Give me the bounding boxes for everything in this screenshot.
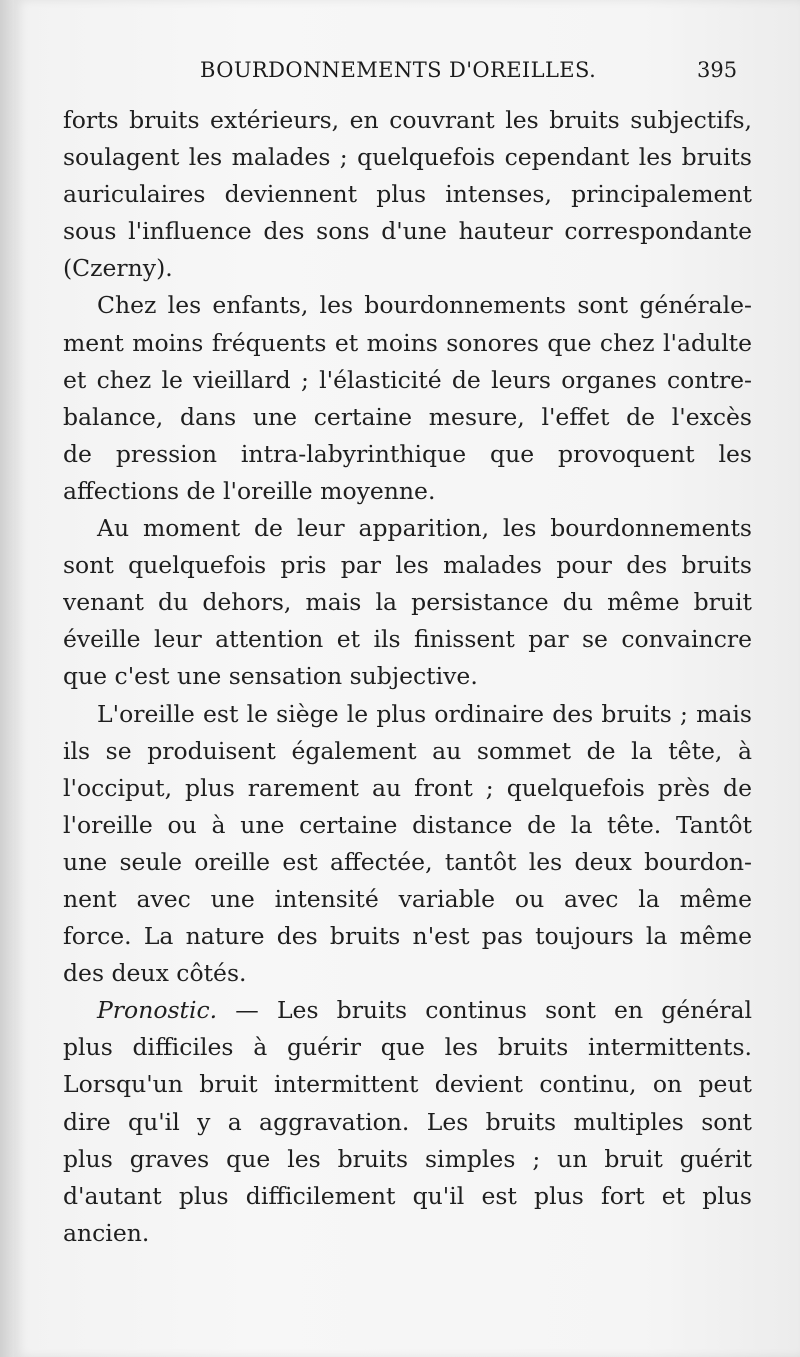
text-line: Chez les enfants, les bourdonnements sont générale- <box>97 291 752 320</box>
text-line: ancien. <box>63 1218 150 1247</box>
section-heading-pronostic: Pronostic. <box>97 996 218 1025</box>
text-line: dire qu'il y a aggravation. Les bruits multiples sont <box>63 1107 752 1136</box>
text-line: Au moment de leur apparition, les bourdonnements <box>97 514 752 543</box>
page-binding-edge <box>0 0 14 1357</box>
text-line: éveille leur attention et ils finissent par se convaincre <box>63 625 752 654</box>
text-line: forts bruits extérieurs, en couvrant les bruits subjectifs, <box>63 106 752 134</box>
text-line: affections de l'oreille moyenne. <box>63 476 436 505</box>
text-line: auriculaires deviennent plus intenses, principalement <box>63 180 752 209</box>
text-line: L'oreille est le siège le plus ordinaire des bruits ; mais <box>97 699 752 728</box>
text-line: sous l'influence des sons d'une hauteur correspondante <box>63 217 752 246</box>
text-line: de pression intra-labyrinthique que provoquent les <box>63 439 752 468</box>
text-fragment: — Les bruits continus sont en général <box>217 996 752 1025</box>
text-line: des deux côtés. <box>63 959 247 988</box>
text-line <box>63 992 752 1029</box>
text-line: que c'est une sensation subjective. <box>63 662 478 691</box>
text-line: nent avec une intensité variable ou avec la même <box>63 884 752 913</box>
body-text <box>63 102 752 1252</box>
text-line: une seule oreille est affectée, tantôt les deux bourdon- <box>63 847 752 876</box>
text-line: ment moins fréquents et moins sonores que chez l'adulte <box>63 328 752 357</box>
text-line: d'autant plus difficilement qu'il est plus fort et plus <box>63 1181 752 1210</box>
page-header <box>0 58 800 92</box>
text-line: force. La nature des bruits n'est pas toujours la même <box>63 922 752 951</box>
text-line: venant du dehors, mais la persistance du même bruit <box>63 588 752 617</box>
text-line: et chez le vieillard ; l'élasticité de leurs organes contre- <box>63 365 752 394</box>
page-number: 395 <box>697 58 738 82</box>
text-line: balance, dans une certaine mesure, l'effet de l'excès <box>63 402 752 431</box>
text-line: ils se produisent également au sommet de la tête, à <box>63 736 752 765</box>
running-title: BOURDONNEMENTS D'OREILLES. <box>200 58 597 82</box>
text-line: (Czerny). <box>63 254 173 283</box>
text-line: plus difficiles à guérir que les bruits intermittents. <box>63 1033 752 1062</box>
text-line: l'occiput, plus rarement au front ; quelquefois près de <box>63 773 752 802</box>
text-line: soulagent les malades ; quelquefois cependant les bruits <box>63 143 752 172</box>
text-line: Lorsqu'un bruit intermittent devient continu, on peut <box>63 1070 752 1099</box>
text-line: sont quelquefois pris par les malades pour des bruits <box>63 551 752 580</box>
text-line: plus graves que les bruits simples ; un bruit guérit <box>63 1144 752 1173</box>
text-line: l'oreille ou à une certaine distance de la tête. Tantôt <box>63 810 752 839</box>
